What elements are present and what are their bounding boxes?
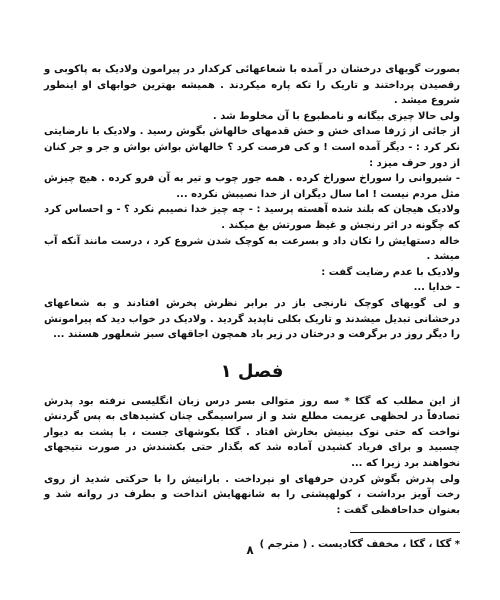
- footnote: * گکا ، گکا ، مخفف گکادیست . ( مترجم ): [259, 539, 460, 551]
- paragraph: ولی حالا چیزی بیگانه و نامطبوع با آن مخلوط شد .: [212, 110, 460, 122]
- page-number: ۸: [246, 543, 254, 557]
- paragraph: از جائی از ژرفا صدای خش و خش قدمهای خالهاش بگوش رسید . ولادیک با نارضایتی نکر کرد : - دیگر آمده است ! و کی فرصت کرد ؟ خالهاش بواش بواش و جر و جر کنان از دور حرف میزد :: [44, 126, 460, 169]
- paragraph: - شیروانی را سوراخ سوراخ کرده . همه جور چوب و تیر به آن فرو کرده . هیچ چیزش مثل مردم نیست ! اما سال دیگران از خدا نصیبش نکرده ...: [44, 173, 460, 200]
- paragraph: از این مطلب که گکا * سه روز متوالی بسر درس زبان انگلیسی نرفته بود پدرش تصادفاً در لحظهی عزیمت مطلع شد و از سراسیمگی چنان کشیدهای به پس گردنش نواخت که حتی نوک بینیش بخارش افتاد . گکا بکوشهای جست ، با پشت به دیوار چسبید و برای فریاد کشیدن آماده شد که بگذار حتی بکشندش در صورت نتیجهای نخواهند برد زیرا که ...: [44, 395, 460, 470]
- paragraph: ولی پدرش بگوش کردن حرفهای او نپرداخت . بارانیش را با حرکتی شدید از روی رخت آویز برداشت ، کولهپشتی را به شانههایش انداخت و بطرف در روانه شد و بعنوان خداحافظی گفت :: [44, 473, 460, 516]
- paragraph: خاله دستهایش را تکان داد و بسرعت به کوچک شدن شروع کرد ، درست مانند آنکه آب میشد .: [44, 235, 460, 263]
- paragraph: ولادیک هیجان که بلند شده آهسته پرسید : - چه چیز خدا نصیبم نکرد ؟ - و احساس کرد که چگونه در اثر رنجش و غیظ صورتش بغ میکند .: [44, 204, 460, 231]
- body-text-top: [44, 62, 460, 343]
- body-text-bottom: [44, 394, 460, 519]
- paragraph: - خدایا ...: [413, 282, 460, 294]
- footnote-separator: [350, 532, 460, 533]
- chapter-heading: فصل ۱: [220, 360, 284, 382]
- paragraph: ولادیک با عدم رضایت گفت :: [321, 266, 460, 278]
- paragraph: بصورت گویهای درخشان در آمده با شعاعهائی کرکدار در پیرامون ولادیک به پاکوبی و رقصیدن پرداختند و تاریک را تکه پاره میکردند . همیشه بهترین خوابهای او اینطور شروع میشد .: [44, 64, 460, 107]
- paragraph: و لی گویهای کوچک نارنجی باز در برابر نظرش پخرش افتادند و به شعاعهای درخشانی تبدیل میشدند و تاریک بکلی ناپدید گردید . ولادیک در خواب دید که پیرامونش را دیگر روز در برگرفت و درختان در زیر باد همچون اجاقهای سبز شعلهور هستند ...: [43, 297, 460, 341]
